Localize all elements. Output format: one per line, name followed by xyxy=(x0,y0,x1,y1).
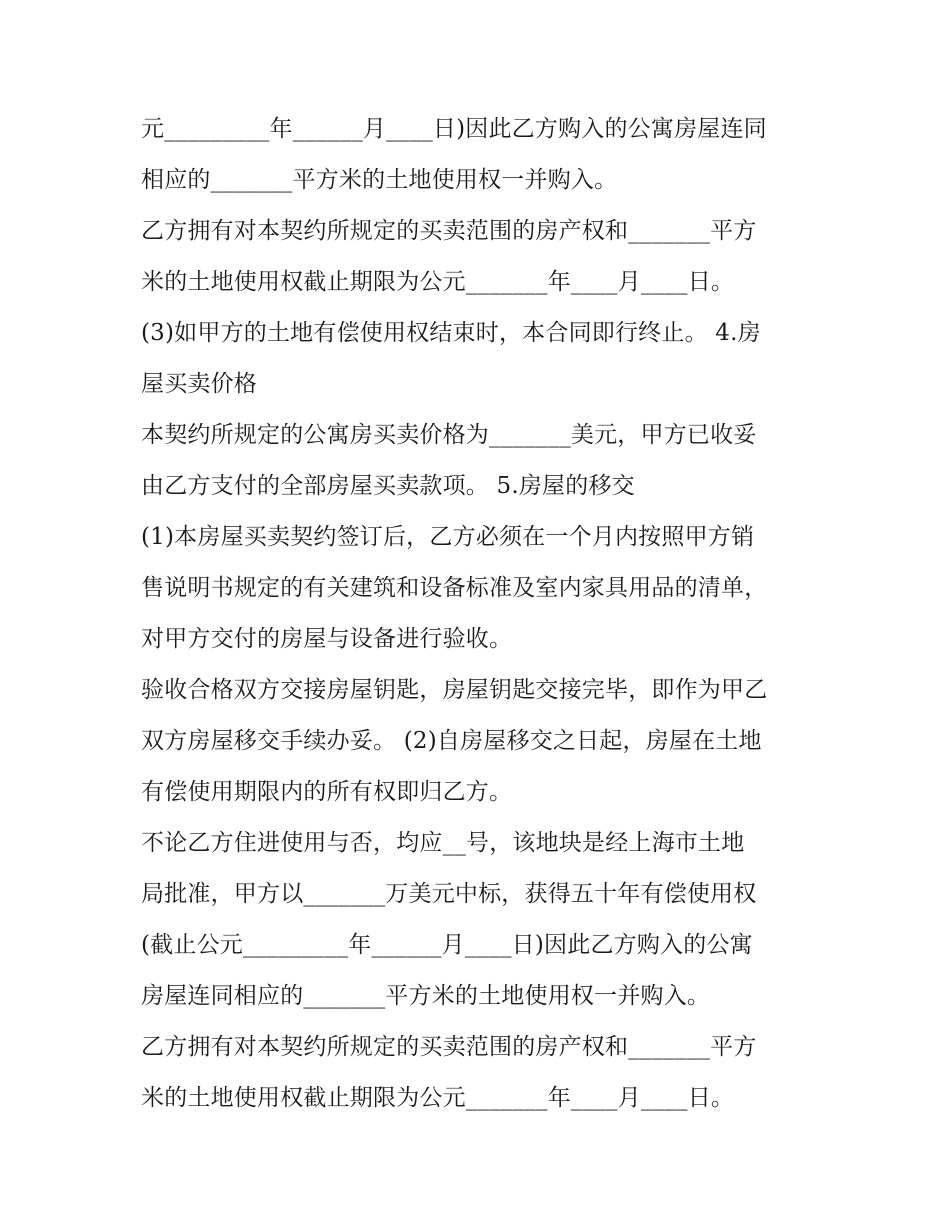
text-line-19: 乙方拥有对本契约所规定的买卖范围的房产权和_______平方 xyxy=(141,1034,757,1060)
text-line-3: 乙方拥有对本契约所规定的买卖范围的房产权和_______平方 xyxy=(141,218,757,244)
text-line-12: 验收合格双方交接房屋钥匙，房屋钥匙交接完毕，即作为甲乙 xyxy=(141,677,768,703)
text-line-10: 售说明书规定的有关建筑和设备标准及室内家具用品的清单， xyxy=(141,575,768,601)
text-line-1: 元_________年______月____日)因此乙方购入的公寓房屋连同 xyxy=(141,116,767,142)
text-line-5: (3)如甲方的土地有偿使用权结束时，本合同即行终止。 4.房 xyxy=(141,320,761,346)
document-body xyxy=(141,104,821,1124)
text-line-9: (1)本房屋买卖契约签订后，乙方必须在一个月内按照甲方销 xyxy=(141,524,755,550)
text-line-8: 由乙方支付的全部房屋买卖款项。 5.房屋的移交 xyxy=(141,473,635,499)
text-line-11: 对甲方交付的房屋与设备进行验收。 xyxy=(141,626,513,652)
text-line-2: 相应的_______平方米的土地使用权一并购入。 xyxy=(141,167,618,193)
text-line-18: 房屋连同相应的_______平方米的土地使用权一并购入。 xyxy=(141,983,711,1009)
text-line-7: 本契约所规定的公寓房买卖价格为_______美元，甲方已收妥 xyxy=(141,422,757,448)
text-line-16: 局批准，甲方以_______万美元中标，获得五十年有偿使用权 xyxy=(141,881,757,907)
text-line-4: 米的土地使用权截止期限为公元_______年____月____日。 xyxy=(141,269,735,295)
text-line-13: 双方房屋移交手续办妥。 (2)自房屋移交之日起，房屋在土地 xyxy=(141,728,762,754)
text-line-15: 不论乙方住进使用与否，均应__号，该地块是经上海市土地 xyxy=(141,830,745,856)
text-line-6: 屋买卖价格 xyxy=(141,371,257,397)
text-line-20: 米的土地使用权截止期限为公元_______年____月____日。 xyxy=(141,1085,735,1111)
text-line-17: (截止公元_________年______月____日)因此乙方购入的公寓 xyxy=(141,932,753,958)
text-line-14: 有偿使用期限内的所有权即归乙方。 xyxy=(141,779,513,805)
